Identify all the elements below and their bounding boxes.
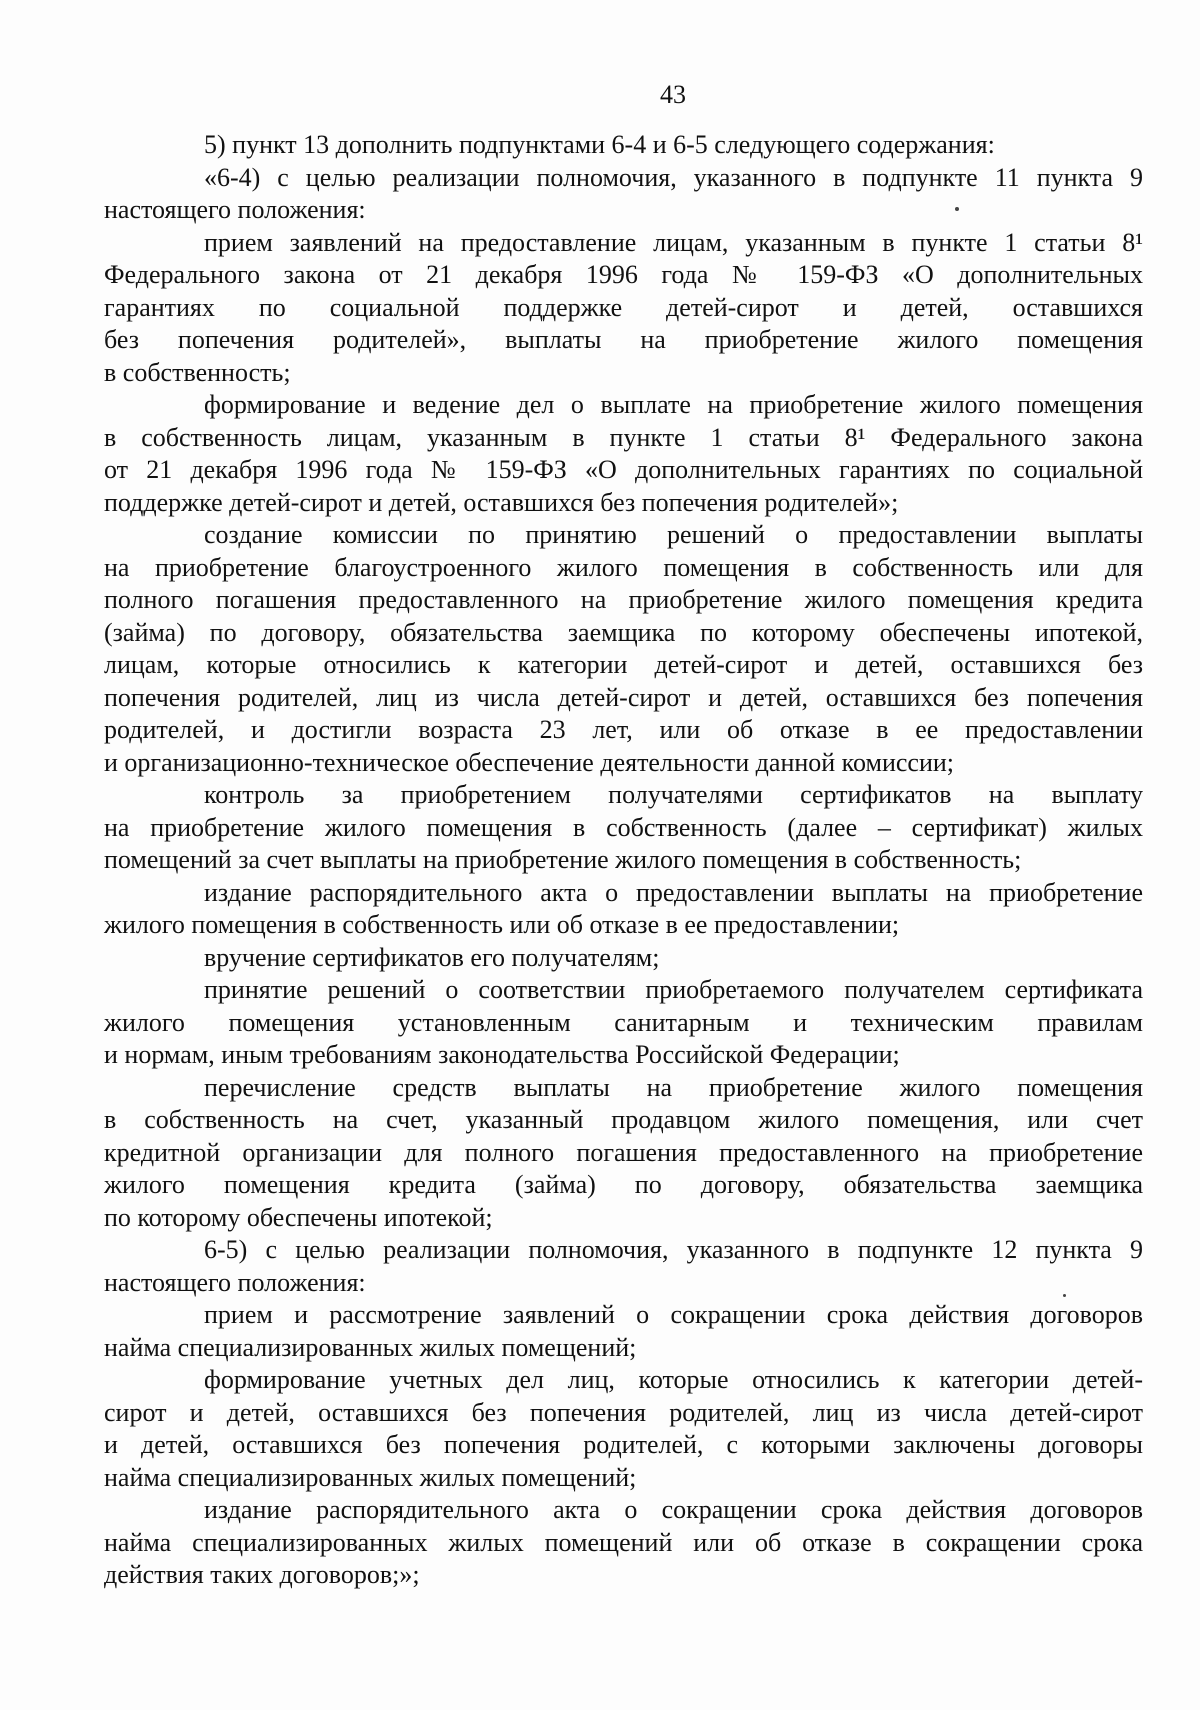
text-line: поддержке детей-сирот и детей, оставшихся без попечения родителей»; (104, 487, 899, 517)
scan-speck (1063, 1294, 1066, 1297)
text-line: прием и рассмотрение заявлений о сокращении срока действия договоров (204, 1300, 1143, 1329)
text-line: жилого помещения кредита (займа) по договору, обязательства заемщика (104, 1170, 1143, 1199)
text-line: 6-5) с целью реализации полномочия, указанного в подпункте 12 пункта 9 (204, 1235, 1143, 1264)
document-body (104, 129, 1143, 1592)
text-line: кредитной организации для полного погашения предоставленного на приобретение (104, 1137, 1143, 1167)
text-line: найма специализированных жилых помещений; (104, 1462, 637, 1492)
text-line: перечисление средств выплаты на приобретение жилого помещения (204, 1072, 1143, 1102)
text-line: лицам, которые относились к категории детей-сирот и детей, оставшихся без (104, 650, 1143, 679)
scan-speck (955, 207, 959, 211)
text-line: попечения родителей, лиц из числа детей-сирот и детей, оставшихся без попечения (104, 682, 1143, 712)
page-number: 43 (660, 80, 686, 109)
text-line: настоящего положения: (104, 195, 366, 224)
text-line: полного погашения предоставленного на приобретение жилого помещения кредита (104, 585, 1143, 614)
text-line: найма специализированных жилых помещений; (104, 1332, 637, 1362)
text-line: жилого помещения в собственность или об отказе в ее предоставлении; (104, 910, 900, 939)
text-line: настоящего положения: (104, 1267, 366, 1297)
text-line: формирование и ведение дел о выплате на приобретение жилого помещения (204, 390, 1143, 419)
text-line: гарантиях по социальной поддержке детей-сирот и детей, оставшихся (104, 292, 1143, 322)
text-line: издание распорядительного акта о сокращении срока действия договоров (204, 1495, 1143, 1524)
text-line: сирот и детей, оставшихся без попечения родителей, лиц из числа детей-сирот (104, 1397, 1143, 1427)
text-line: по которому обеспечены ипотекой; (104, 1202, 493, 1232)
text-line: на приобретение благоустроенного жилого помещения в собственность или для (104, 552, 1143, 582)
text-line: контроль за приобретением получателями сертификатов на выплату (204, 780, 1143, 809)
text-line: и нормам, иным требованиям законодательства Российской Федерации; (104, 1040, 900, 1069)
text-line: «6-4) с целью реализации полномочия, указанного в подпункте 11 пункта 9 (204, 162, 1143, 192)
text-line: издание распорядительного акта о предоставлении выплаты на приобретение (204, 877, 1143, 907)
text-line: и детей, оставшихся без попечения родителей, с которыми заключены договоры (104, 1430, 1143, 1459)
text-line: (займа) по договору, обязательства заемщика по которому обеспечены ипотекой, (104, 617, 1143, 647)
text-line: Федерального закона от 21 декабря 1996 года № 159-ФЗ «О дополнительных (104, 260, 1143, 289)
text-line: формирование учетных дел лиц, которые относились к категории детей- (204, 1365, 1143, 1394)
text-line: найма специализированных жилых помещений или об отказе в сокращении срока (104, 1527, 1143, 1557)
text-line: 5) пункт 13 дополнить подпунктами 6-4 и 6-5 следующего содержания: (204, 130, 995, 159)
text-line: и организационно-техническое обеспечение деятельности данной комиссии; (104, 747, 955, 777)
text-line: родителей, и достигли возраста 23 лет, или об отказе в ее предоставлении (104, 715, 1143, 744)
text-line: в собственность лицам, указанным в пункте 1 статьи 8¹ Федерального закона (104, 422, 1143, 452)
text-line: вручение сертификатов его получателям; (204, 942, 660, 972)
text-line: помещений за счет выплаты на приобретение жилого помещения в собственность; (104, 845, 1022, 874)
text-line: на приобретение жилого помещения в собственность (далее – сертификат) жилых (104, 812, 1143, 842)
text-line: жилого помещения установленным санитарным и техническим правилам (104, 1007, 1143, 1037)
text-line: в собственность; (104, 357, 291, 387)
text-line: без попечения родителей», выплаты на приобретение жилого помещения (104, 325, 1143, 354)
text-line: от 21 декабря 1996 года № 159-ФЗ «О дополнительных гарантиях по социальной (104, 455, 1143, 484)
text-line: создание комиссии по принятию решений о предоставлении выплаты (204, 520, 1143, 549)
text-line: принятие решений о соответствии приобретаемого получателем сертификата (204, 975, 1143, 1004)
text-line: прием заявлений на предоставление лицам, указанным в пункте 1 статьи 8¹ (204, 227, 1143, 257)
text-line: в собственность на счет, указанный продавцом жилого помещения, или счет (104, 1105, 1143, 1134)
text-line: действия таких договоров;»; (104, 1560, 420, 1589)
